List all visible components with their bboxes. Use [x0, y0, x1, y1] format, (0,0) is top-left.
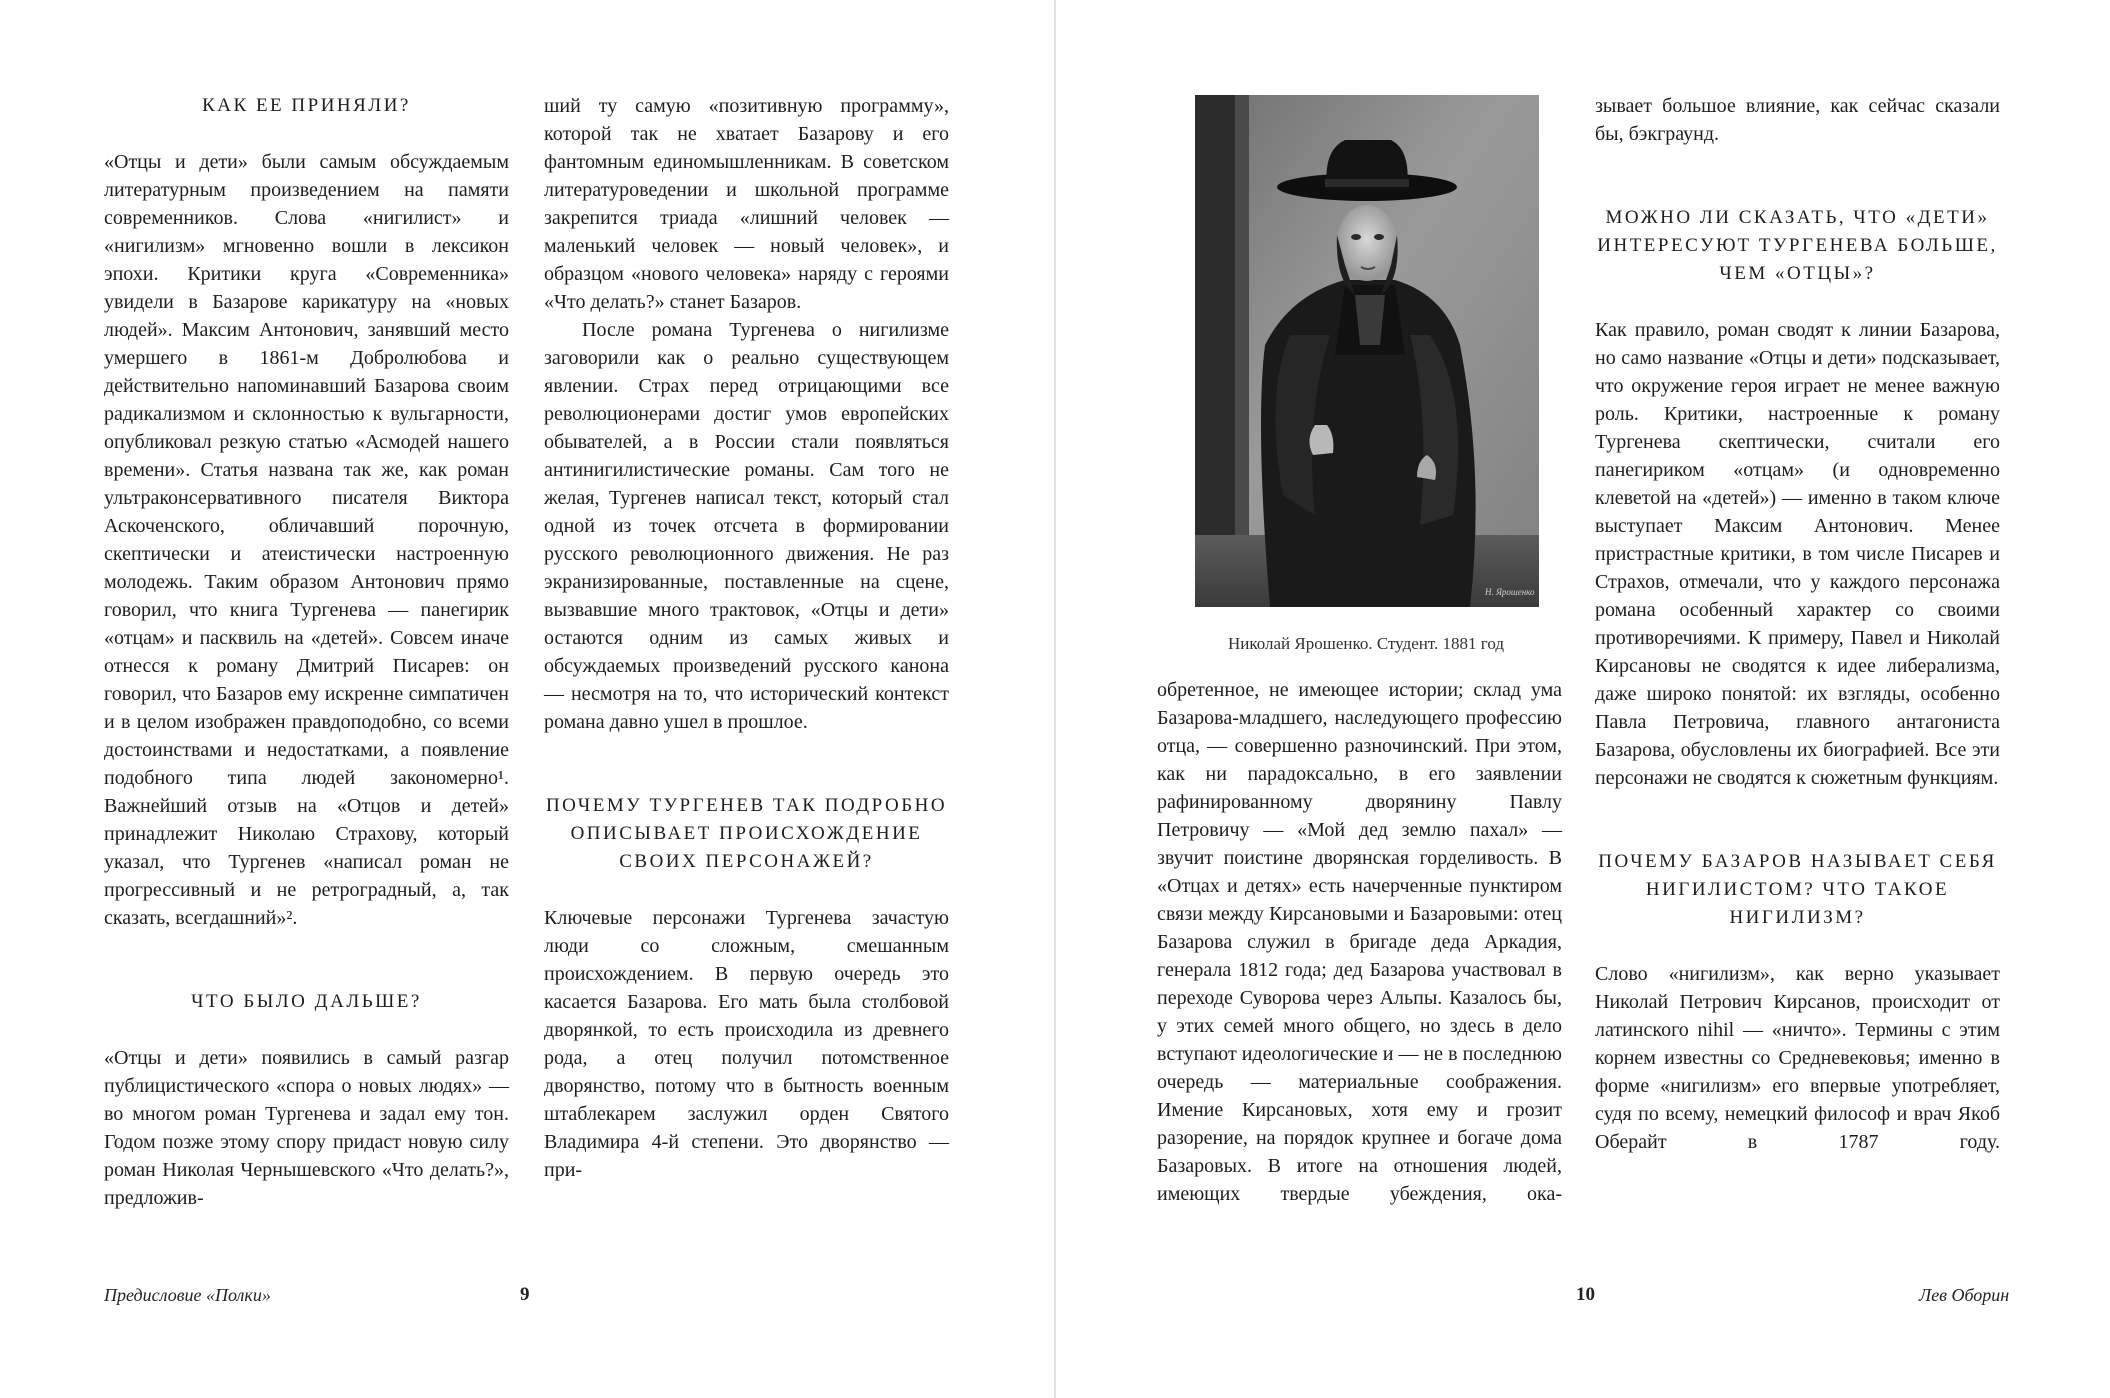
- running-title-left: Предисловие «Полки»: [104, 1285, 271, 1305]
- page-number-right: 10: [1576, 1284, 1595, 1305]
- left-column-1: [104, 92, 509, 1212]
- heading-why-origins: ПОЧЕМУ ТУРГЕНЕВ ТАК ПОДРОБНО ОПИСЫВАЕТ ПРОИСХОЖДЕНИЕ СВОИХ ПЕРСОНАЖЕЙ?: [545, 795, 948, 872]
- heading-how-received: КАК ЕЕ ПРИНЯЛИ?: [202, 95, 411, 116]
- heading-what-next: ЧТО БЫЛО ДАЛЬШЕ?: [191, 991, 422, 1012]
- painting-student: [1195, 95, 1539, 607]
- paragraph-background: зывает большое влияние, как сейчас сказали бы, бэкграунд.: [1595, 95, 2000, 145]
- paragraph-children-vs-fathers: Как правило, роман сводят к линии Базарова, но само название «Отцы и дети» подсказывает, что окружение героя играет не менее важную роль. Критики, настроенные к роману Тургенева скептически, считали его панегириком «отцам» (и одновременно клеветой на «детей») — именно в таком ключе выступает Максим Антонович. Менее пристрастные критики, в том числе Писарев и Страхов, отмечали, что у каждого персонажа романа особенный характер со своими противоречиями. К примеру, Павел и Николай Кирсановы не сводятся к идее либерализма, даже широко понятой: их взгляды, особенно Павла Петровича, главного антагониста Базарова, обусловлены их биографией. Все эти персонажи не сводятся к сюжетным функциям.: [1595, 319, 2000, 789]
- right-page: [1056, 0, 2110, 1398]
- paragraph-reception: «Отцы и дети» были самым обсуждаемым литературным произведением на памяти современников. Слова «нигилист» и «нигилизм» мгновенно вошли в лексикон эпохи. Критики круга «Современника» увидели в Базарове карикатуру на «новых людей». Максим Антонович, занявший место умершего в 1861-м Добролюбова и действительно напоминавший Базарова своим радикализмом и склонностью к вульгарности, опубликовал резкую статью «Асмодей нашего времени». Статья названа так же, как роман ультраконсервативного писателя Виктора Аскоченского, обличавший порочную, скептически и атеистически настроенную молодежь. Таким образом Антонович прямо говорил, что книга Тургенева — панегирик «отцам» и пасквиль на «детей». Совсем иначе отнесся к роману Дмитрий Писарев: он говорил, что Базаров ему искренне симпатичен и в целом изображен правдоподобно, со всеми достоинствами и недостатками, а появление подобного типа людей закономерно¹. Важнейший отзыв на «Отцов и детей» принадлежит Николаю Страхову, который указал, что Тургенев «написал роман не прогрессивный и не ретроградный, а, так сказать, всегдашний»².: [104, 151, 509, 929]
- figure-caption: Николай Ярошенко. Студент. 1881 год: [1227, 634, 1505, 653]
- paragraph-origins: Ключевые персонажи Тургенева зачастую люди со сложным, смешанным происхождением. В первую очередь это касается Базарова. Его мать была столбовой дворянкой, то есть происходила из древнего рода, а отец получил потомственное дворянство, потому что в бытность военным штаблекарем заслужил орден Святого Владимира 4-й степени. Это дворянство — при-: [544, 907, 949, 1181]
- paragraph-nihilism-after-novel: После романа Тургенева о нигилизме заговорили как о реально существующем явлении. Страх перед отрицающими все революционерами достиг умов европейских обывателей, а в России стали появляться антинигилистические романы. Сам того не желая, Тургенев написал текст, который стал одной из точек отсчета в формировании русского революционного движения. Не раз экранизированные, поставленные на сцене, вызвавшие много трактовок, «Отцы и дети» остаются одним из самых живых и обсуждаемых произведений русского канона — несмотря на то, что исторический контекст романа давно ушел в прошлое.: [544, 319, 949, 733]
- page-number-left: 9: [520, 1284, 530, 1305]
- paragraph-what-next: «Отцы и дети» появились в самый разгар публицистического «спора о новых людях» — во многом роман Тургенева и задал ему тон. Годом позже этому спору придаст новую силу роман Николая Чернышевского «Что делать?», предложив-: [104, 1047, 509, 1209]
- left-column-2: [544, 92, 949, 1184]
- right-column-2: [1595, 92, 2000, 1156]
- heading-children-vs-fathers: МОЖНО ЛИ СКАЗАТЬ, ЧТО «ДЕТИ» ИНТЕРЕСУЮТ ТУРГЕНЕВА БОЛЬШЕ, ЧЕМ «ОТЦЫ»?: [1597, 207, 1998, 284]
- heading-why-nihilist: ПОЧЕМУ БАЗАРОВ НАЗЫВАЕТ СЕБЯ НИГИЛИСТОМ? ЧТО ТАКОЕ НИГИЛИЗМ?: [1598, 851, 1997, 928]
- paragraph-bazarov-origin: обретенное, не имеющее истории; склад ума Базарова-младшего, наследующего профессию отца, — совершенно разночинский. При этом, как ни парадоксально, в его заявлении рафинированному дворянину Павлу Петровичу — «Мой дед землю пахал» — звучит поистине дворянская горделивость. В «Отцах и детях» есть начерченные пунктиром связи между Кирсановыми и Базаровыми: отец Базарова служил в бригаде деда Аркадия, генерала 1812 года; дед Базарова участвовал в переходе Суворова через Альпы. Казалось бы, у этих семей много общего, но здесь в дело вступают идеологические и — не в последнюю очередь — материальные соображения. Имение Кирсановых, хотя ему и грозит разорение, на порядок крупнее и богаче дома Базаровых. В итоге на отношения людей, имеющих твердые убеждения, ока-: [1157, 679, 1562, 1205]
- paragraph-positive-program: ший ту самую «позитивную программу», которой так не хватает Базарову и его фантомным единомышленникам. В советском литературоведении и школьной программе закрепится триада «лишний человек — маленький человек — новый человек», и образцом «нового человека» наряду с героями «Что делать?» станет Базаров.: [544, 95, 949, 313]
- right-column-1: [1157, 676, 1562, 1208]
- running-author-right: Лев Оборин: [1919, 1285, 2010, 1305]
- painting-signature: Н. Ярошенко: [1485, 587, 1535, 597]
- left-page: [0, 0, 1054, 1398]
- paragraph-nihilism-origin: Слово «нигилизм», как верно указывает Николай Петрович Кирсанов, происходит от латинского nihil — «ничто». Термины с этим корнем известны со Средневековья; именно в форме «нигилизм» его впервые употребляет, судя по всему, немецкий философ и врач Якоб Оберайт в 1787 году.: [1595, 963, 2000, 1153]
